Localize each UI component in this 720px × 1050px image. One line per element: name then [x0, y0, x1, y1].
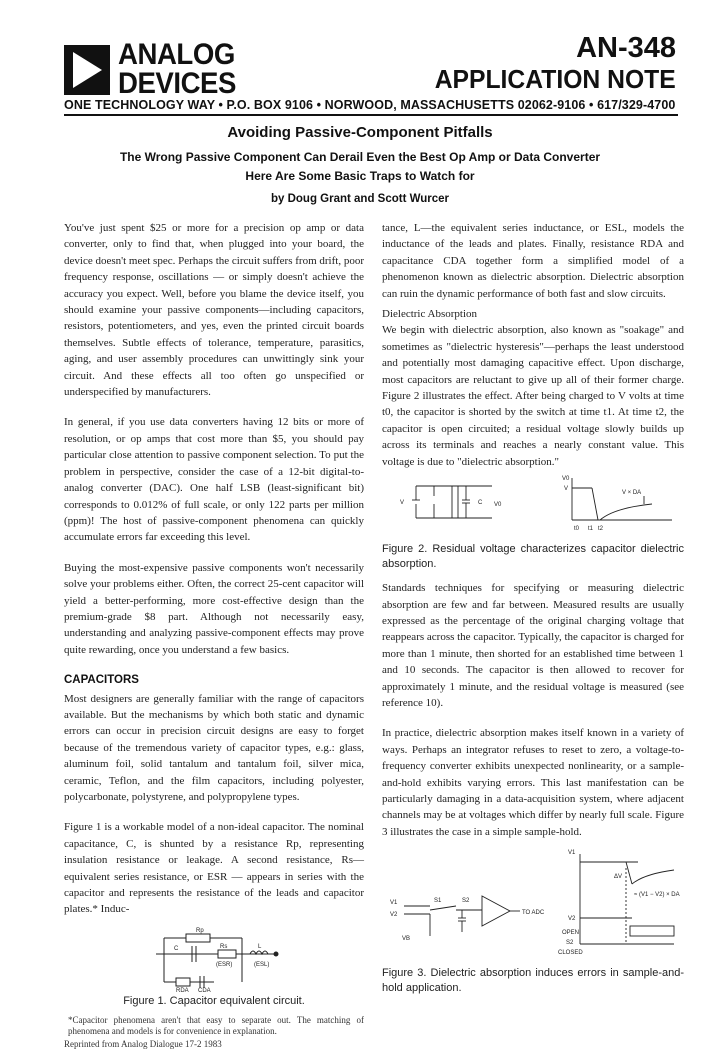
- label-v1-axis: V1: [568, 850, 576, 857]
- label-t1: t1: [588, 526, 594, 533]
- label-esl: (ESL): [254, 961, 270, 968]
- figure-1-caption: Figure 1. Capacitor equivalent circuit.: [123, 994, 305, 1007]
- label-v2: V2: [390, 912, 398, 919]
- article-authors: by Doug Grant and Scott Wurcer: [270, 193, 450, 205]
- label-closed: CLOSED: [558, 950, 583, 957]
- label-s1: S1: [434, 898, 442, 905]
- note-type: APPLICATION NOTE: [434, 64, 676, 94]
- brand-line-1: ANALOG: [118, 38, 235, 71]
- paragraph: Buying the most-expensive passive components won't necessarily solve your problems either. Often, the correct 25-cent capacitor will yield a better-performing, more cost-effective design than the premium-grade $8 part. Although not necessarily easy, understanding and analyzing passive-component effects may prove quite rewarding, once you understand a few basics.: [64, 561, 364, 656]
- label-v1: V1: [390, 900, 398, 907]
- label-to-adc: TO ADC: [522, 910, 545, 917]
- figure-3-sample-hold-circuit: [382, 844, 684, 962]
- article-title: Avoiding Passive-Component Pitfalls: [227, 124, 493, 141]
- article-subtitle-2: Here Are Some Basic Traps to Watch for: [245, 169, 475, 183]
- label-esr: (ESR): [216, 961, 233, 968]
- label-rp: Rp: [196, 927, 204, 934]
- label-v: V: [400, 500, 405, 507]
- label-c: C: [174, 945, 179, 952]
- label-t2: t2: [598, 526, 604, 533]
- label-delta-v: ΔV: [614, 874, 623, 881]
- paragraph: In general, if you use data converters having 12 bits or more of resolution, or op amps that cost more than $5, you should pay particular close attention to passive component selection. To put the problem in perspective, consider the case of a 12-bit digital-to-analog converter (DAC). One half LSB (least-significant bit) corresponds to 0.012% of full scale, or only 122 parts per million (ppm)! The host of passive-component phenomena can quickly accumulate errors far exceeding this level.: [64, 416, 364, 544]
- brand-line-2: DEVICES: [118, 67, 236, 100]
- paragraph: tance, L—the equivalent series inductance, or ESL, models the inductance of the leads and plates. Finally, resistance RDA and capacitance CDA together form a simplified model of a phenomenon known as dielectric absorption. Dielectric absorption can ruin the dynamic performance of both fast and slow circuits.: [382, 222, 684, 300]
- analog-devices-logo: [64, 45, 110, 95]
- paragraph: We begin with dielectric absorption, also known as "soakage" and sometimes as "dielectric hysteresis"—perhaps the least understood and potentially most damaging capacitive effect. Upon discharge, most capacitors are reluctant to give up all of their former charge. Figure 2 illustrates the effect. After being charged to V volts at time t0, the capacitor is shorted by the switch at time t1. At time t2, the capacitor is open circuited; a residual voltage slowly builds up across its terminals and reaches a nearly constant value. This voltage is due to "dielectric absorption.": [382, 324, 684, 468]
- section-heading-capacitors: CAPACITORS: [64, 674, 139, 687]
- reprint-note: Reprinted from Analog Dialogue 17-2 1983: [64, 1038, 222, 1049]
- paragraph: Figure 1 is a workable model of a non-ideal capacitor. The nominal capacitance, C, is shunted by a resistance Rp, representing insulation resistance or leakage. A second resistance, Rs—equivalent series resistance, or ESR — appears in series with the capacitor and represents the resistance of the leads and capacitor plates.* Induc-: [64, 821, 364, 916]
- paragraph: You've just spent $25 or more for a precision op amp or data converter, only to find that, when plugged into your board, the device doesn't meet spec. Perhaps the circuit suffers from drift, poor frequency response, oscillations — or simply doesn't achieve the accuracy you expect. Well, before you blame the device itself, you should examine your passive components—including capacitors, resistors, potentiometers, and yes, even the printed circuit boards themselves. Subtle effects of tolerance, temperature, parasitics, aging, and user assembly procedures can unwittingly sink your circuit. And these effects all too often go unspecified or underspecified by manufacturers.: [64, 222, 364, 399]
- left-column: [64, 220, 364, 1050]
- logo-triangle-icon: [64, 45, 110, 95]
- article-subtitle-1: The Wrong Passive Component Can Derail Even the Best Op Amp or Data Converter: [119, 150, 601, 164]
- label-v0-axis: V0: [562, 476, 570, 483]
- figure-2-caption: Figure 2. Residual voltage characterizes capacitor dielectric absorption.: [382, 543, 684, 571]
- label-formula: ≈ (V1 − V2) × DA: [634, 892, 680, 899]
- figure-1-capacitor-equivalent-circuit: [64, 924, 364, 992]
- paragraph: Standards techniques for specifying or measuring dielectric absorption are few and far between. Measured results are usually expressed as the percentage of the original charging voltage that reappears across the capacitor. Typically, the capacitor is charged for more than 1 minute, then shorted for an established time between 1 and 10 seconds. The capacitor is then allowed to recover for approximately 1 minute, and the residual voltage is measured (see reference 10).: [382, 582, 685, 709]
- label-cda: CDA: [198, 987, 211, 992]
- label-t0: t0: [574, 526, 580, 533]
- figure-2-dielectric-absorption-circuit: [382, 474, 684, 538]
- note-number: AN-348: [576, 32, 676, 64]
- label-v-da: V × DA: [622, 490, 642, 497]
- header-rule: [64, 114, 678, 116]
- figure-3-caption: Figure 3. Dielectric absorption induces errors in sample-and-hold application.: [382, 967, 684, 995]
- label-v-axis: V: [564, 486, 569, 493]
- label-v2-axis: V2: [568, 916, 576, 923]
- footnote: *Capacitor phenomena aren't that easy to separate out. The matching of phenomena and models is for convenience in explanation.: [68, 1014, 364, 1036]
- label-v0: V0: [494, 502, 502, 509]
- label-s2-axis: S2: [566, 940, 574, 947]
- paragraph: Most designers are generally familiar with the range of capacitors available. But the mechanisms by which both static and dynamic errors can occur in precision circuit designs are easy to forget because of the tremendous variety of capacitor types, e.g.: glass, aluminum foil, solid tantalum and tantalum foil, silver mica, ceramic, Teflon, and the film capacitors, including polyester, polycarbonate, polystyrene, and polypropylene types.: [64, 692, 364, 803]
- label-c: C: [478, 500, 483, 507]
- brand-name: [118, 40, 236, 98]
- label-rs: Rs: [220, 943, 228, 950]
- paragraph: In practice, dielectric absorption makes itself known in a variety of ways. Perhaps an integrator refuses to reset to zero, a voltage-to-frequency converter exhibits unexpected nonlinearity, or a sample-and-hold exhibits varying errors. This last manifestation can be particularly damaging in a data-acquisition system, where adjacent channels may be at voltages which differ by nearly full scale. Figure 3 illustrates the case in a simple sample-hold.: [382, 727, 684, 838]
- company-address: ONE TECHNOLOGY WAY • P.O. BOX 9106 • NORWOOD, MASSACHUSETTS 02062-9106 • 617/329-4700: [64, 98, 676, 112]
- label-rda: RDA: [176, 987, 189, 992]
- label-open: OPEN: [562, 930, 580, 937]
- right-column: [382, 220, 684, 996]
- label-vb: VB: [402, 936, 411, 943]
- label-s2: S2: [462, 898, 470, 905]
- label-l: L: [258, 943, 262, 950]
- subheading-dielectric-absorption: Dielectric Absorption: [382, 308, 478, 321]
